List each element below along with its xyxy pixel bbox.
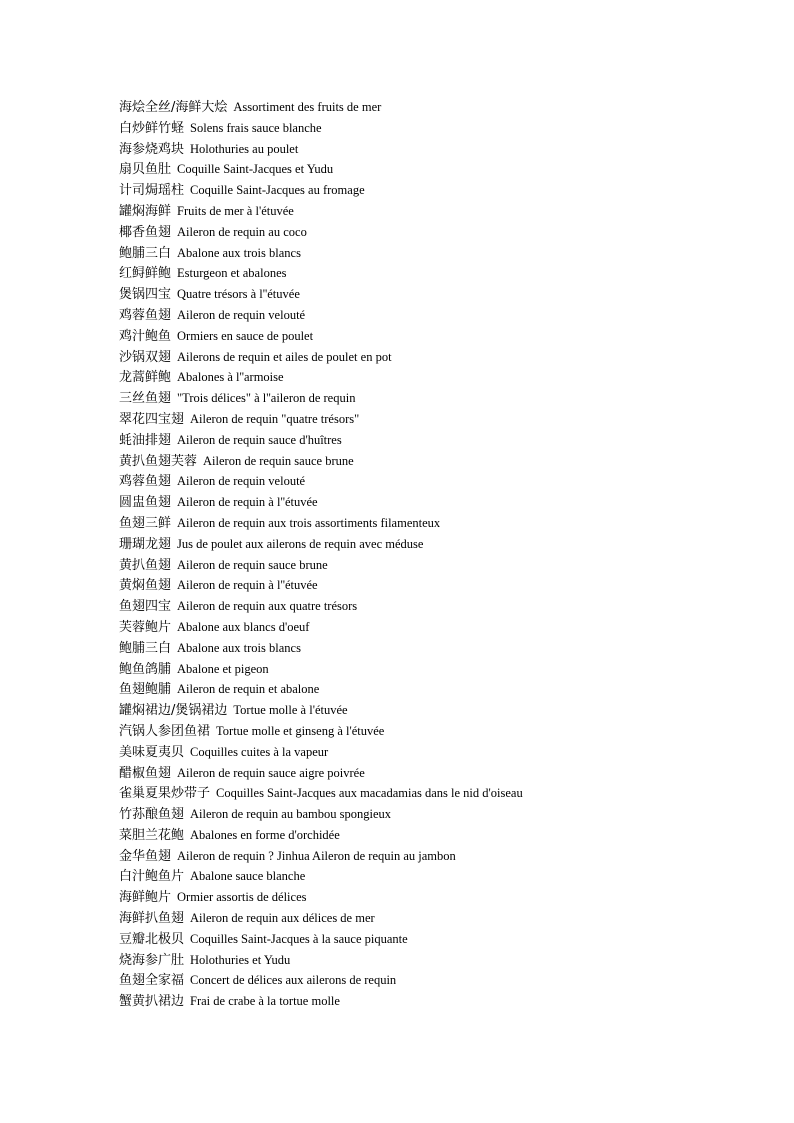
dish-row	[119, 222, 759, 243]
dish-french-name: Abalones à l''armoise	[177, 370, 284, 385]
dish-row	[119, 596, 759, 617]
dish-french-name: Coquilles Saint-Jacques aux macadamias dans le nid d'oiseau	[216, 786, 523, 801]
dish-chinese-name: 鲍脯三白	[119, 640, 172, 656]
dish-french-name: "Trois délices" à l''aileron de requin	[177, 391, 356, 406]
dish-chinese-name: 红鲟鲜鲍	[119, 266, 172, 282]
dish-chinese-name: 烧海参广肚	[119, 952, 185, 968]
dish-french-name: Aileron de requin ? Jinhua Aileron de requin au jambon	[177, 848, 456, 863]
dish-chinese-name: 鱼翅全家福	[119, 973, 185, 989]
dish-french-name: Holothuries et Yudu	[190, 952, 291, 967]
dish-french-name: Fruits de mer à l'étuvée	[177, 203, 294, 218]
dish-french-name: Aileron de requin à l''étuvée	[177, 578, 318, 593]
dish-row	[119, 471, 759, 492]
dish-row	[119, 804, 759, 825]
dish-french-name: Aileron de requin aux quatre trésors	[177, 599, 358, 614]
dish-french-name: Frai de crabe à la tortue molle	[190, 994, 340, 1009]
dish-french-name: Coquille Saint-Jacques au fromage	[190, 183, 365, 198]
dish-row	[119, 492, 759, 513]
dish-row	[119, 451, 759, 472]
dish-row	[119, 866, 759, 887]
dish-chinese-name: 黄扒鱼翅	[119, 557, 172, 573]
dish-row	[119, 139, 759, 160]
dish-row	[119, 118, 759, 139]
dish-row	[119, 679, 759, 700]
dish-chinese-name: 海鲜鲍片	[119, 890, 172, 906]
dish-row	[119, 305, 759, 326]
dish-row	[119, 243, 759, 264]
dish-chinese-name: 白汁鲍鱼片	[119, 869, 185, 885]
dish-chinese-name: 竹荪酿鱼翅	[119, 807, 185, 823]
dish-row	[119, 929, 759, 950]
dish-row	[119, 159, 759, 180]
dish-french-name: Abalone sauce blanche	[190, 869, 306, 884]
dish-row	[119, 367, 759, 388]
dish-chinese-name: 圆盅鱼翅	[119, 495, 172, 511]
dish-row	[119, 617, 759, 638]
dish-chinese-name: 翠花四宝翅	[119, 411, 185, 427]
dish-french-name: Coquille Saint-Jacques et Yudu	[177, 162, 334, 177]
dish-french-name: Concert de délices aux ailerons de requin	[190, 973, 397, 988]
dish-french-name: Aileron de requin aux trois assortiments filamenteux	[177, 515, 441, 530]
dish-french-name: Abalone aux blancs d'oeuf	[177, 619, 310, 634]
dish-row	[119, 326, 759, 347]
dish-chinese-name: 椰香鱼翅	[119, 224, 172, 240]
dish-row	[119, 555, 759, 576]
dish-french-name: Aileron de requin sauce brune	[177, 557, 328, 572]
dish-french-name: Aileron de requin au bambou spongieux	[190, 807, 392, 822]
dish-french-name: Abalones en forme d'orchidée	[190, 827, 340, 842]
dish-chinese-name: 蟹黄扒裙边	[119, 994, 185, 1010]
dish-french-name: Aileron de requin sauce d'huîtres	[177, 432, 342, 447]
dish-row	[119, 284, 759, 305]
dish-french-name: Quatre trésors à l''étuvée	[177, 287, 300, 302]
dish-french-name: Jus de poulet aux ailerons de requin avec méduse	[177, 536, 424, 551]
dish-chinese-name: 菜胆兰花鲍	[119, 827, 185, 843]
dish-chinese-name: 三丝鱼翅	[119, 391, 172, 407]
dish-row	[119, 991, 759, 1012]
dish-chinese-name: 鱼翅三鲜	[119, 515, 172, 531]
dish-french-name: Aileron de requin velouté	[177, 474, 306, 489]
dish-row	[119, 347, 759, 368]
dish-row	[119, 513, 759, 534]
dish-list	[119, 97, 759, 1012]
dish-french-name: Assortiment des fruits de mer	[233, 100, 382, 114]
dish-chinese-name: 鱼翅四宝	[119, 599, 172, 615]
dish-row	[119, 97, 759, 118]
dish-french-name: Aileron de requin au coco	[177, 224, 307, 239]
dish-french-name: Aileron de requin et abalone	[177, 682, 320, 697]
dish-row	[119, 430, 759, 451]
dish-row	[119, 700, 759, 721]
dish-chinese-name: 雀巢夏果炒带子	[119, 786, 211, 802]
dish-row	[119, 534, 759, 555]
dish-chinese-name: 煲锅四宝	[119, 287, 172, 303]
dish-french-name: Ormiers en sauce de poulet	[177, 328, 314, 343]
dish-row	[119, 180, 759, 201]
dish-chinese-name: 蚝油排翅	[119, 432, 172, 448]
dish-row	[119, 887, 759, 908]
dish-chinese-name: 海参烧鸡块	[119, 141, 185, 157]
dish-row	[119, 742, 759, 763]
dish-chinese-name: 海烩全丝/海鲜大烩	[119, 100, 228, 115]
dish-french-name: Tortue molle et ginseng à l'étuvée	[216, 723, 385, 738]
dish-row	[119, 575, 759, 596]
dish-french-name: Solens frais sauce blanche	[190, 120, 322, 135]
dish-chinese-name: 罐焖海鲜	[119, 203, 172, 219]
dish-french-name: Abalone aux trois blancs	[177, 245, 301, 260]
dish-french-name: Coquilles cuites à la vapeur	[190, 744, 329, 759]
dish-french-name: Aileron de requin aux délices de mer	[190, 911, 375, 926]
dish-row	[119, 763, 759, 784]
dish-row	[119, 846, 759, 867]
dish-chinese-name: 金华鱼翅	[119, 848, 172, 864]
dish-row	[119, 950, 759, 971]
dish-row	[119, 638, 759, 659]
dish-row	[119, 263, 759, 284]
dish-row	[119, 970, 759, 991]
dish-french-name: Abalone aux trois blancs	[177, 640, 301, 655]
dish-row	[119, 659, 759, 680]
dish-chinese-name: 豆瓣北极贝	[119, 931, 185, 947]
dish-chinese-name: 扇贝鱼肚	[119, 162, 172, 178]
dish-chinese-name: 海鲜扒鱼翅	[119, 911, 185, 927]
dish-french-name: Ormier assortis de délices	[177, 890, 307, 905]
dish-row	[119, 783, 759, 804]
dish-row	[119, 721, 759, 742]
dish-french-name: Coquilles Saint-Jacques à la sauce piquante	[190, 931, 408, 946]
dish-chinese-name: 龙蒿鲜鲍	[119, 370, 172, 386]
dish-french-name: Aileron de requin velouté	[177, 307, 306, 322]
dish-chinese-name: 鱼翅鲍脯	[119, 682, 172, 698]
dish-row	[119, 825, 759, 846]
dish-row	[119, 201, 759, 222]
dish-row	[119, 409, 759, 430]
dish-chinese-name: 鸡蓉鱼翅	[119, 474, 172, 490]
dish-row	[119, 388, 759, 409]
dish-chinese-name: 黄焖鱼翅	[119, 578, 172, 594]
dish-chinese-name: 罐焖裙边/煲锅裙边	[119, 703, 228, 719]
dish-french-name: Aileron de requin "quatre trésors"	[190, 411, 360, 426]
dish-chinese-name: 沙锅双翅	[119, 349, 172, 365]
dish-french-name: Esturgeon et abalones	[177, 266, 287, 281]
dish-chinese-name: 鲍鱼鸽脯	[119, 661, 172, 677]
dish-chinese-name: 计司焗瑶柱	[119, 183, 185, 199]
dish-french-name: Ailerons de requin et ailes de poulet en pot	[177, 349, 392, 364]
dish-french-name: Aileron de requin sauce brune	[203, 453, 354, 468]
dish-chinese-name: 珊瑚龙翅	[119, 536, 172, 552]
dish-chinese-name: 鸡蓉鱼翅	[119, 307, 172, 323]
dish-chinese-name: 黄扒鱼翅芙蓉	[119, 453, 198, 469]
dish-french-name: Aileron de requin à l''étuvée	[177, 495, 318, 510]
dish-chinese-name: 汽锅人参团鱼裙	[119, 723, 211, 739]
dish-chinese-name: 醋椒鱼翅	[119, 765, 172, 781]
dish-row	[119, 908, 759, 929]
dish-french-name: Abalone et pigeon	[177, 661, 269, 676]
dish-chinese-name: 鲍脯三白	[119, 245, 172, 261]
dish-french-name: Aileron de requin sauce aigre poivrée	[177, 765, 365, 780]
dish-french-name: Holothuries au poulet	[190, 141, 299, 156]
dish-chinese-name: 芙蓉鲍片	[119, 619, 172, 635]
dish-chinese-name: 鸡汁鲍鱼	[119, 328, 172, 344]
dish-chinese-name: 白炒鲜竹蛏	[119, 120, 185, 136]
dish-french-name: Tortue molle à l'étuvée	[233, 703, 348, 718]
dish-chinese-name: 美味夏夷贝	[119, 744, 185, 760]
